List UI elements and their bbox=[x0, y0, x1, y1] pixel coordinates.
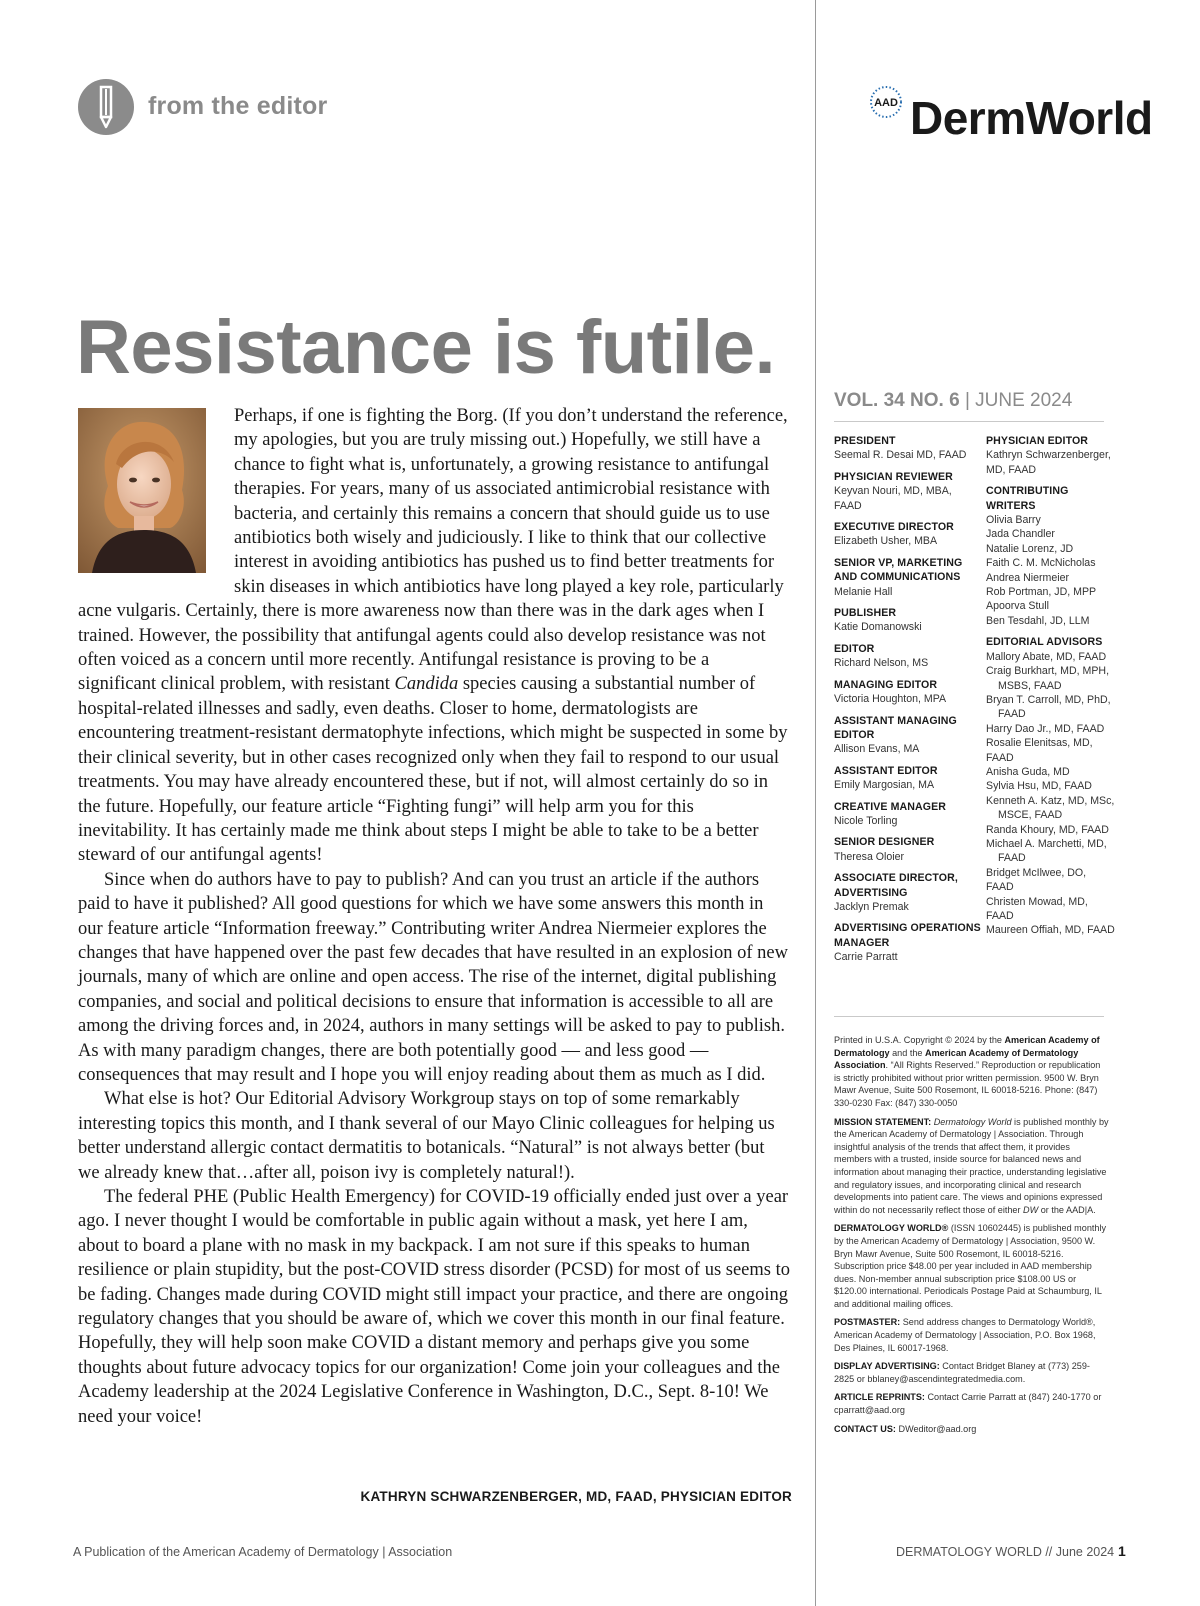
masthead-role: PHYSICIAN EDITOR bbox=[986, 435, 1089, 447]
masthead-name: Jada Chandler bbox=[986, 528, 1055, 541]
article-body bbox=[78, 404, 790, 1429]
masthead-name: Natalie Lorenz, JD bbox=[986, 542, 1074, 555]
notice-label: ARTICLE REPRINTS: bbox=[834, 1392, 925, 1403]
org-name: American Academy of Dermatology bbox=[834, 1035, 1100, 1058]
masthead-role: EXECUTIVE DIRECTOR bbox=[834, 521, 954, 534]
masthead-name: MSCE, FAAD bbox=[998, 809, 1063, 822]
masthead-name: Bridget McIlwee, DO, FAAD bbox=[986, 866, 1087, 894]
notice-label: DISPLAY ADVERTISING: bbox=[834, 1361, 940, 1372]
footer-publication: A Publication of the American Academy of Dermatology | Association bbox=[73, 1545, 453, 1559]
masthead-name: FAAD bbox=[998, 708, 1026, 721]
masthead-role: PUBLISHER bbox=[834, 607, 897, 620]
masthead-name: Allison Evans, MA bbox=[834, 743, 920, 756]
publication-info bbox=[834, 1222, 1109, 1310]
notice-text: Send address changes to Dermatology World®, American Academy of Dermatology | Association, P.O. Box 1968, Des Plaines, IL 60017-1968. bbox=[834, 1317, 1096, 1353]
masthead-entry bbox=[834, 556, 982, 599]
copyright-notice bbox=[834, 1034, 1109, 1110]
masthead-name: Olivia Barry bbox=[986, 514, 1041, 527]
masthead-name: Victoria Houghton, MPA bbox=[834, 693, 947, 706]
notice-text: DWeditor@aad.org bbox=[895, 1423, 977, 1434]
org-name: American Academy of Dermatology Association bbox=[834, 1047, 1079, 1071]
masthead-role: PRESIDENT bbox=[834, 435, 896, 447]
masthead-name: Christen Mowad, MD, FAAD bbox=[986, 895, 1088, 922]
masthead-name: Theresa Oloier bbox=[834, 850, 905, 863]
masthead-entry bbox=[834, 871, 982, 914]
masthead-entry bbox=[834, 714, 982, 757]
masthead-name: Keyvan Nouri, MD, MBA, FAAD bbox=[834, 485, 952, 512]
display-advertising bbox=[834, 1360, 1109, 1385]
logo-badge-text: AAD bbox=[874, 97, 898, 109]
notice-label: DERMATOLOGY WORLD® bbox=[834, 1223, 949, 1234]
masthead-role: ASSISTANT EDITOR bbox=[834, 764, 938, 777]
masthead-name: Bryan T. Carroll, MD, PhD, bbox=[986, 693, 1111, 706]
contact-us bbox=[834, 1423, 1109, 1436]
notice-text: is published monthly by the American Academy of Dermatology | Association. Through insightful analysis of the trends that affect them, it provides members with a trusted, inside source for balanced news and information about managing their practice, understanding legislative and regulatory issues, and incorporating clinical and research developments into patient care. The views and opinions expressed within do not necessarily reflect those of either bbox=[834, 1116, 1109, 1215]
pencil-icon bbox=[78, 79, 134, 135]
masthead-role: CONTRIBUTING WRITERS bbox=[986, 485, 1069, 512]
italic-term: Candida bbox=[394, 674, 459, 695]
masthead-divider bbox=[834, 421, 1104, 422]
volume-number: VOL. 34 NO. 6 bbox=[834, 390, 960, 411]
masthead-name: Sylvia Hsu, MD, FAAD bbox=[986, 780, 1092, 793]
masthead-name: Seemal R. Desai MD, FAAD bbox=[834, 449, 967, 462]
masthead-role: ASSOCIATE DIRECTOR, ADVERTISING bbox=[834, 872, 958, 899]
notice-text: Contact Carrie Parratt at (847) 240-1770 or cparratt@aad.org bbox=[834, 1392, 1102, 1416]
paragraph-text: species causing a substantial number of hospital-related illnesses and sadly, even deaths. Closer to home, dermatologists are encountering treatment-resistant dermatophyte infections, which might be suspected in some by their clinical severity, but in other cases recognized only when they fail to respond to our usual treatments. You may have already encountered these, but if not, will almost certainly do so in the future. Hopefully, our feature article “Fighting fungi” will help arm you for this inevitability. It has certainly made me think about steps I might be able to take to be a better steward of our antifungal agents! bbox=[78, 674, 788, 866]
masthead-name: Apoorva Stull bbox=[986, 600, 1050, 613]
logo-name: DermWorld bbox=[910, 92, 1153, 144]
section-label: from the editor bbox=[148, 92, 328, 120]
masthead-entry bbox=[834, 921, 982, 964]
copyright-text: and the bbox=[892, 1047, 923, 1058]
masthead-name: Faith C. M. McNicholas bbox=[986, 557, 1096, 570]
masthead-name: Katie Domanowski bbox=[834, 621, 922, 634]
masthead-entry bbox=[834, 520, 982, 549]
masthead-role: ADVERTISING OPERATIONS MANAGER bbox=[834, 922, 981, 949]
masthead-name: Anisha Guda, MD bbox=[986, 765, 1070, 778]
copyright-text: Printed in U.S.A. Copyright © 2024 by the bbox=[834, 1035, 1002, 1045]
photo-spacer bbox=[78, 404, 234, 596]
footer-issue: DERMATOLOGY WORLD // June 2024 bbox=[896, 1545, 1115, 1559]
masthead-name: Randa Khoury, MD, FAAD bbox=[986, 823, 1109, 836]
masthead-name: Melanie Hall bbox=[834, 585, 893, 598]
masthead-name: FAAD bbox=[998, 852, 1026, 865]
masthead-role: EDITORIAL ADVISORS bbox=[986, 636, 1103, 649]
page-number: 1 bbox=[1118, 1543, 1126, 1559]
masthead-name: Rosalie Elenitsas, MD, FAAD bbox=[986, 737, 1093, 764]
postmaster-notice bbox=[834, 1316, 1109, 1354]
masthead-entry bbox=[834, 606, 982, 635]
masthead-name: Emily Margosian, MA bbox=[834, 779, 935, 792]
masthead-role: PHYSICIAN REVIEWER bbox=[834, 470, 953, 483]
notice-text: (ISSN 10602445) is published monthly by the American Academy of Dermatology | Association, 9500 W. Bryn Mawr Avenue, Suite 500 Rosemont, IL 60018-5216. Subscription price $48.00 per year included in AAD membership dues. Non-member annual subscription price $108.00 US or $120.00 international. Periodicals Postage Paid at Schaumburg, IL and additional mailing offices. bbox=[834, 1223, 1107, 1309]
masthead-role: SENIOR VP, MARKETING AND COMMUNICATIONS bbox=[834, 556, 963, 584]
aad-badge-icon bbox=[868, 84, 904, 120]
publication-abbrev: DW bbox=[1023, 1204, 1039, 1215]
masthead-name: Elizabeth Usher, MBA bbox=[834, 535, 938, 548]
masthead-entry bbox=[834, 678, 982, 707]
masthead-name: Harry Dao Jr., MD, FAAD bbox=[986, 722, 1105, 735]
masthead-name: Carrie Parratt bbox=[834, 951, 898, 964]
masthead-role: SENIOR DESIGNER bbox=[834, 836, 935, 849]
article-paragraph-2: Since when do authors have to pay to publish? And can you trust an article if the authors paid to have it published? All good questions for which we have some answers this month in our feature article “Information freeway.” Contributing writer Andrea Niermeier explores the changes that have happened over the past few decades that have resulted in an explosion of new journals, many of which are online and open access. The rise of the internet, digital publishing companies, and social and political decisions to ensure that information is accessible to all are among the driving forces and, in 2024, authors in many settings will be asked to pay to publish. As with many paradigm changes, there are both potentially good — and less good — consequences that may result and I hope you will enjoy reading about them as much as I did. bbox=[78, 869, 788, 1085]
article-reprints bbox=[834, 1391, 1109, 1416]
masthead-name: Kenneth A. Katz, MD, MSc, bbox=[986, 794, 1115, 807]
article-paragraph-3: What else is hot? Our Editorial Advisory Workgroup stays on top of some remarkably interesting topics this month, and I thank several of our Mayo Clinic colleagues for helping us better understand allergic contact dermatitis to botanicals. “Natural” is not always better (but we already knew that…after all, poison ivy is completely natural!). bbox=[78, 1089, 775, 1183]
masthead-entry bbox=[834, 434, 982, 463]
masthead-name: Maureen Offiah, MD, FAAD bbox=[986, 924, 1115, 937]
masthead-entry bbox=[834, 800, 982, 829]
dermworld-logo bbox=[866, 80, 1166, 150]
masthead-role: ASSISTANT MANAGING EDITOR bbox=[834, 714, 957, 741]
masthead-entry bbox=[986, 434, 1116, 477]
masthead-name: Mallory Abate, MD, FAAD bbox=[986, 650, 1107, 663]
masthead-role: EDITOR bbox=[834, 642, 875, 655]
masthead-entry bbox=[834, 835, 982, 864]
masthead-name: Michael A. Marchetti, MD, bbox=[986, 837, 1107, 850]
masthead-entry bbox=[834, 642, 982, 671]
masthead-name: Kathryn Schwarzenberger, MD, FAAD bbox=[986, 449, 1111, 476]
rights-text: . “All Rights Reserved.” Reproduction or republication is strictly prohibited without prior written permission. 9500 W. Bryn Mawr Avenue, Suite 500 Rosemont, IL 60018-5216. Phone: (847) 330-0230 Fax: (847) 330-0050 bbox=[834, 1060, 1101, 1108]
issue-date: | JUNE 2024 bbox=[964, 390, 1073, 411]
notice-text: Contact Bridget Blaney at (773) 259-2825 or bblaney@ascendintegratedmedia.com. bbox=[834, 1361, 1090, 1384]
masthead-entry bbox=[834, 764, 982, 793]
notice-label: MISSION STATEMENT: bbox=[834, 1116, 932, 1127]
section-badge bbox=[78, 79, 134, 135]
masthead-name: Jacklyn Premak bbox=[834, 900, 909, 913]
masthead-entry bbox=[986, 484, 1116, 628]
masthead-name: MSBS, FAAD bbox=[998, 679, 1062, 692]
masthead-name: Richard Nelson, MS bbox=[834, 657, 929, 670]
masthead-entry bbox=[834, 470, 982, 513]
headline: Resistance is futile. bbox=[76, 305, 776, 390]
paragraph-text: Perhaps, if one is fighting the Borg. (If you don’t understand the reference, my apologies, but you are truly missing out.) Hopefully, we still have a chance to fight what is, unfortunately, a growing resistance to antifungal therapies. For years, many of us associated antimicrobial resistance with bacteria, and certainly this remains a concern that should guide us to use antibiotics both wisely and judiciously. I like to think that our collective interest in avoiding antibiotics has pushed us to find better treatments for skin diseases in which antibiotics have long played a key role, particularly acne vulgaris. Certainly, there is more awareness now than there was in the dark ages when I trained. However, the possibility that antifungal agents could also develop resistance was not often voiced as a concern until more recently. Antifungal resistance is proving to be a significant clinical problem, with resistant bbox=[78, 406, 788, 695]
article-paragraph-4: The federal PHE (Public Health Emergency) for COVID-19 officially ended just over a year ago. I never thought I would be comfortable in public again without a mask, yet here I am, about to board a plane with no mask in my backpack. I am not sure if this speaks to human resilience or plain stupidity, but the post-COVID stress disorder (PCSD) for most of us seems to be fading. Changes made during COVID might still impact your practice, and there are ongoing regulatory changes that you should be aware of, which we cover this month in our final feature. Hopefully, they will help soon make COVID a distant memory and perhaps give you some thoughts about future advocacy topics for our organization! Come join your colleagues and the Academy leadership at the 2024 Legislative Conference in Washington, D.C., Sept. 8-10! We need your voice! bbox=[78, 1187, 790, 1427]
masthead-entry bbox=[986, 635, 1116, 938]
notice-label: CONTACT US: bbox=[834, 1423, 896, 1434]
masthead-name: Andrea Niermeier bbox=[986, 571, 1070, 584]
mission-statement bbox=[834, 1116, 1109, 1217]
notice-label: POSTMASTER: bbox=[834, 1317, 901, 1328]
masthead-role: CREATIVE MANAGER bbox=[834, 800, 947, 813]
issue-volume bbox=[834, 390, 1072, 412]
masthead-name: Ben Tesdahl, JD, LLM bbox=[986, 614, 1090, 627]
legal-divider bbox=[834, 1016, 1104, 1017]
column-divider bbox=[815, 0, 816, 1606]
publication-title: Dermatology World bbox=[933, 1116, 1012, 1127]
masthead-role: MANAGING EDITOR bbox=[834, 678, 938, 691]
masthead-name: Craig Burkhart, MD, MPH, bbox=[986, 665, 1110, 678]
masthead-right-column bbox=[986, 434, 1116, 945]
author-byline: KATHRYN SCHWARZENBERGER, MD, FAAD, PHYSICIAN EDITOR bbox=[360, 1489, 792, 1504]
legal-notices bbox=[834, 1034, 1109, 1441]
masthead-name: Rob Portman, JD, MPP bbox=[986, 586, 1097, 599]
masthead-left-column bbox=[834, 434, 982, 972]
notice-text: or the AAD|A. bbox=[1038, 1204, 1096, 1215]
masthead-name: Nicole Torling bbox=[834, 814, 898, 827]
